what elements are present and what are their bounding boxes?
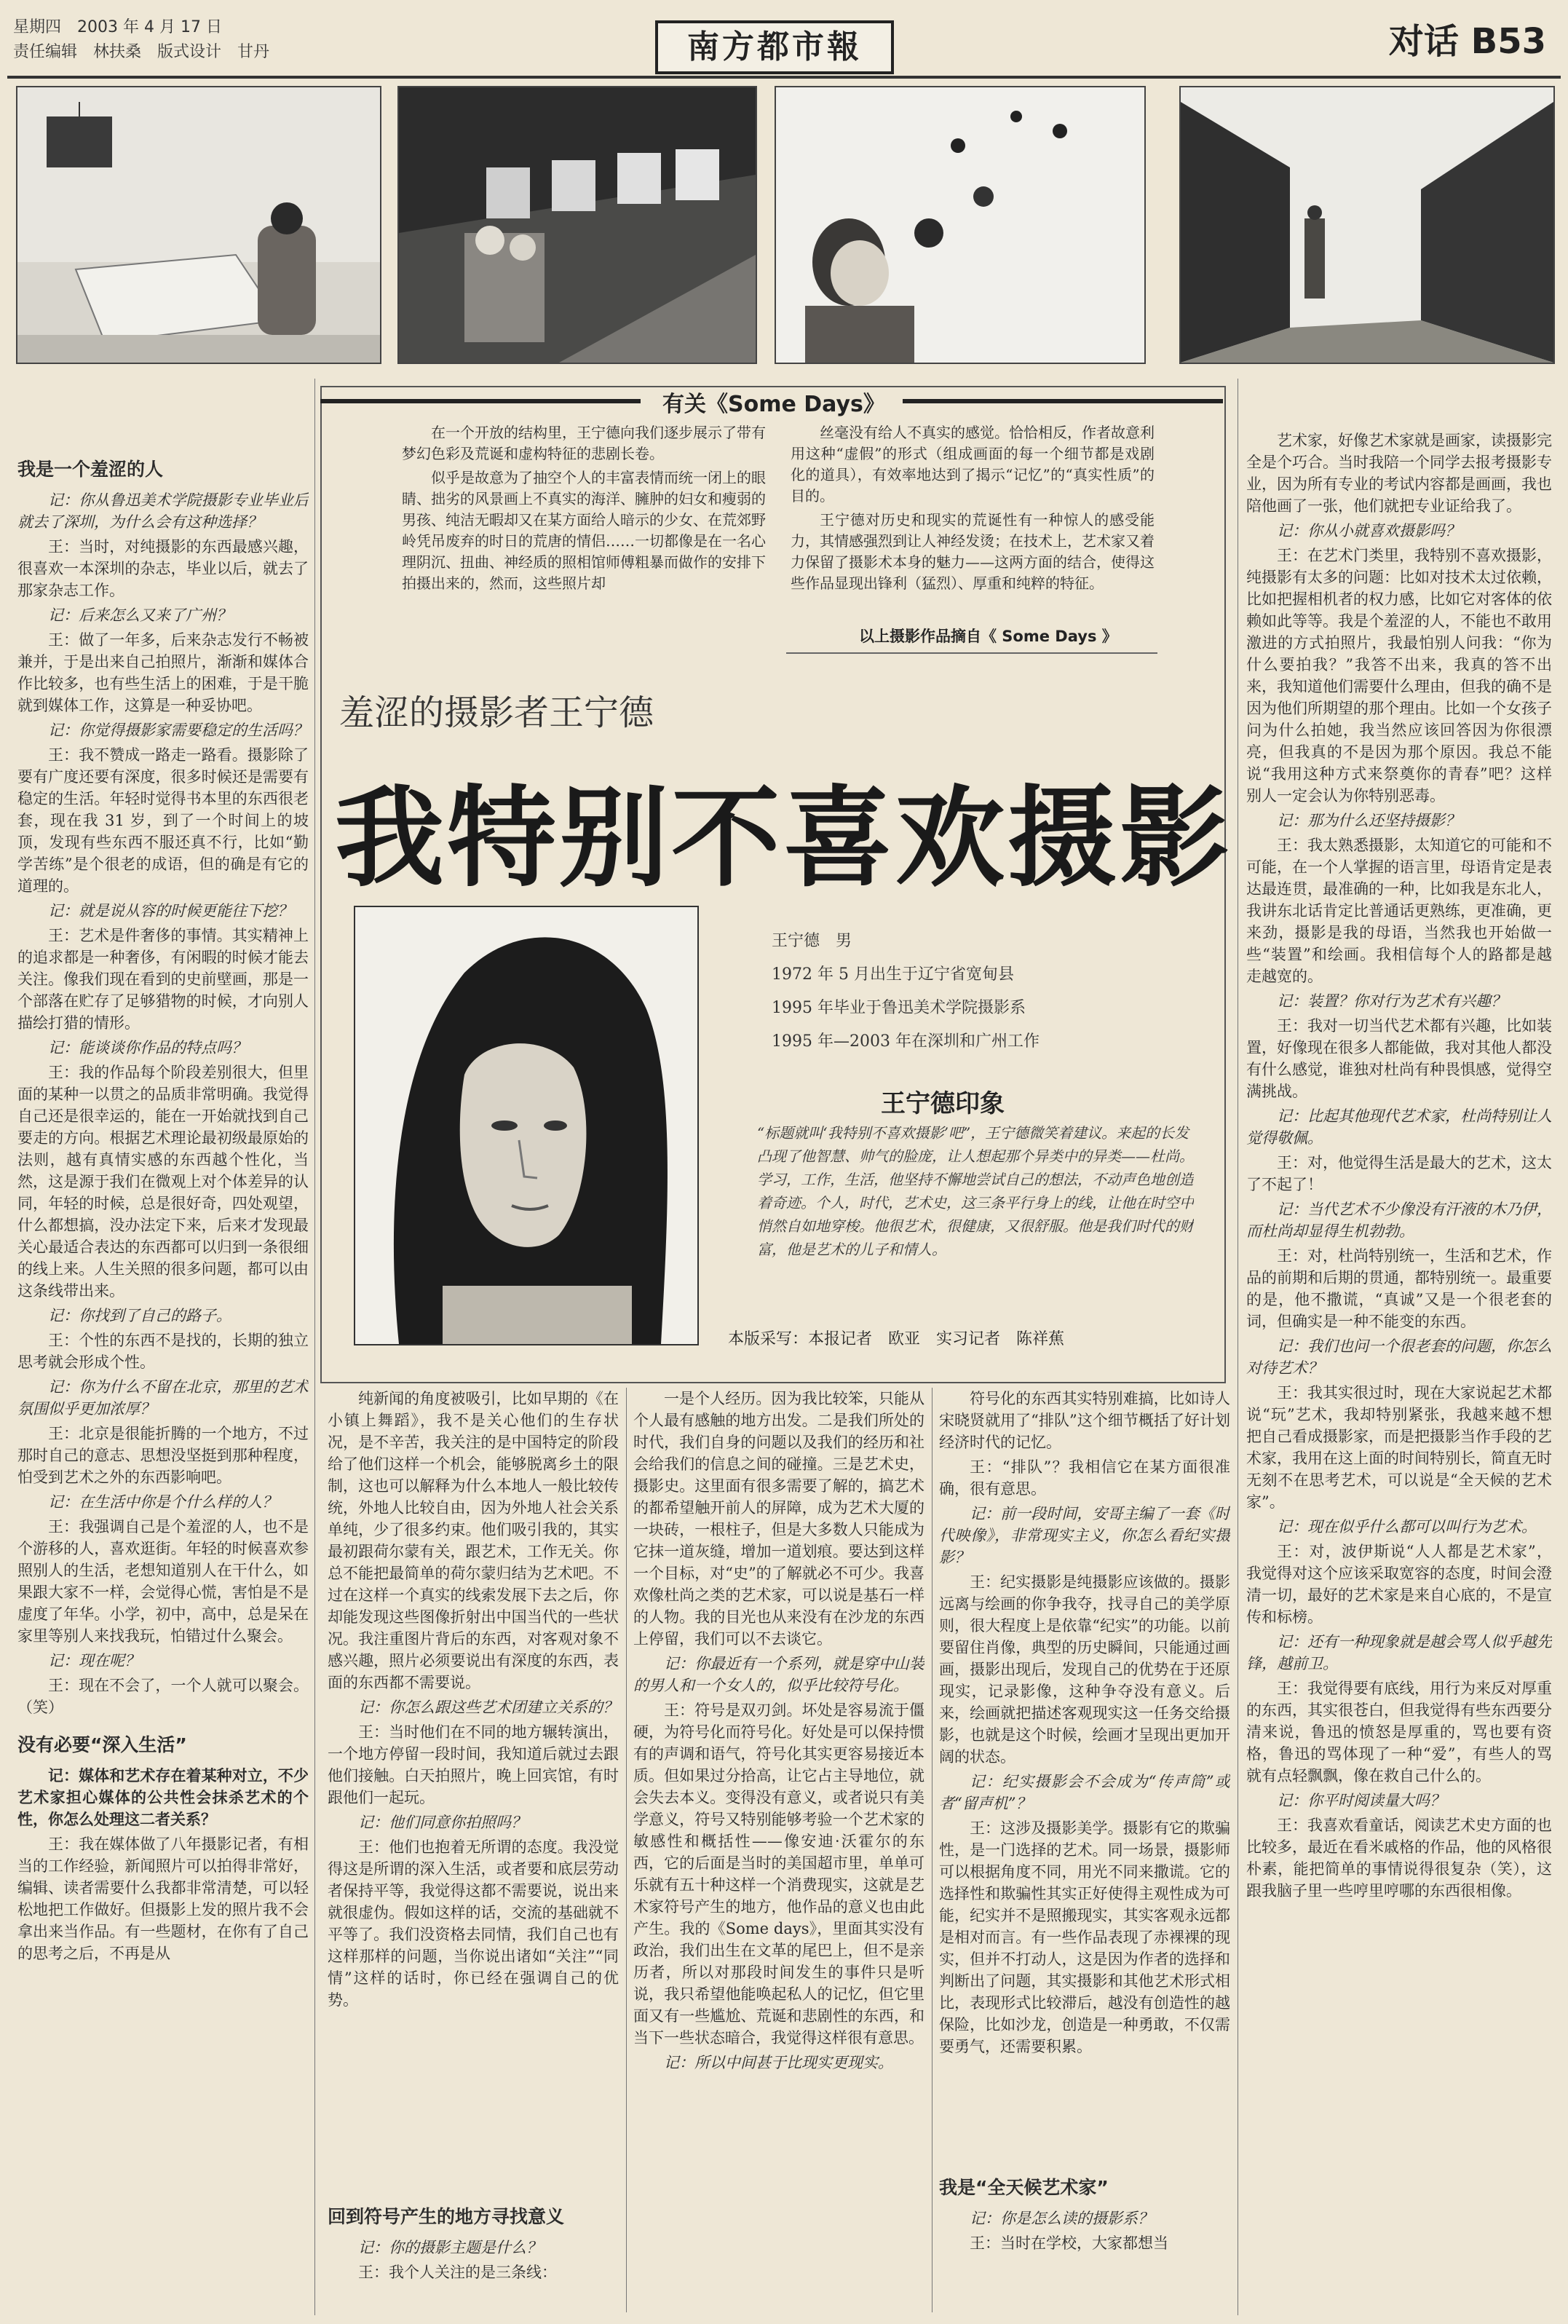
article-paragraph: 符号化的东西其实特别难搞，比如诗人宋晓贤就用了“排队”这个细节概括了好计划经济时代的记忆。: [939, 1390, 1230, 1451]
photo-train-couple: [397, 86, 757, 364]
article-paragraph: 王：我强调自己是个羞涩的人，也不是个游移的人，喜欢逛街。年轻的时候喜欢参照别人的生活，老想知道别人在干什么，如果跟大家不一样，会觉得心慌，害怕是不是虚度了年华。小学，初中，高中，总是呆在家里等别人来找我玩，怕错过什么聚会。: [17, 1518, 309, 1645]
article-paragraph: 王：北京是很能折腾的一个地方，不过那时自己的意志、思想没坚挺到那种程度，怕受到艺术之外的东西影响吧。: [17, 1425, 309, 1486]
article-paragraph: 王：对，波伊斯说“人人都是艺术家”，我觉得对这个应该采取宽容的态度，时间会澄清一切，最好的艺术家是来自心底的，不是宣传和标榜。: [1246, 1543, 1552, 1626]
article-paragraph: 记：还有一种现象就是越会骂人似乎越先锋，越前卫。: [1246, 1633, 1552, 1672]
article-paragraph: 王：纪实摄影是纯摄影应该做的。摄影远离与绘画的你争我夺，找寻自己的美学原则，很大程度上是依靠“纪实”的功能。以前要留住肖像，典型的历史瞬间，只能通过画画，摄影出现后，发现自己的优势在于还原现实，记录影像，这种争夺没有意义。后来，绘画就把描述客观现实这一任务交给摄影，也就是这个时候，绘画才呈现出更加开阔的状态。: [939, 1573, 1230, 1766]
theme-question: 记：你的摄影主题是什么？: [358, 2239, 542, 2256]
article-paragraph: 记：你平时阅读量大吗？: [1277, 1792, 1445, 1809]
article-paragraph: 艺术家，好像艺术家就是画家，读摄影完全是个巧合。当时我陪一个同学去报考摄影专业，因为所有专业的考试内容都是画画，我也陪他画了一张，他们就把专业证给我了。: [1246, 432, 1552, 515]
bio-name: 王宁德 男: [772, 932, 852, 950]
article-paragraph: 记：能谈谈你作品的特点吗？: [48, 1039, 247, 1056]
section-heading-allweather: 我是“全天候艺术家”: [939, 2177, 1109, 2198]
bio-block: [772, 925, 1040, 1059]
photo-boy-shouting: [775, 86, 1146, 364]
column-divider: [626, 1388, 627, 2312]
article-paragraph: 王：我喜欢看童话，阅读艺术史方面的也比较多，最近在看米戚格的作品，他的风格很朴素，能把简单的事情说得很复杂（笑），这跟我脑子里一些哼里哼哪的东西很相像。: [1246, 1817, 1552, 1900]
photo-source-caption: 以上摄影作品摘自《 Some Days 》: [859, 628, 1117, 645]
impression-text: “标题就叫‘我特别不喜欢摄影’吧”，王宁德微笑着建议。来起的长发凸现了他智慧、帅气的脸庞，让人想起那个异类中的异类——杜尚。学习，工作，生活，他坚持不懈地尝试自己的想法，不动声色地创造着奇迹。个人，时代，艺术史，这三条平行身上的线，让他在时空中悄然自如地穿梭。他很艺术，很健康，又很舒服。他是我们时代的财富，他是艺术的儿子和情人。: [757, 1124, 1194, 1258]
bio-work: 1995 年—2003 年在深圳和广州工作: [772, 1032, 1040, 1051]
section-heading-life: 没有必要“深入生活”: [17, 1734, 187, 1755]
section-heading-shy: 我是一个羞涩的人: [17, 459, 164, 480]
study-question: 记：你是怎么读的摄影系？: [970, 2210, 1153, 2227]
photo-boy-on-bed: [16, 86, 381, 364]
issue-date: 星期四 2003 年 4 月 17 日: [13, 18, 222, 36]
article-paragraph: 记：现在呢？: [48, 1652, 140, 1669]
caption-rule: [786, 652, 1157, 654]
middle-column-2: [633, 1388, 924, 2312]
article-paragraph: 一是个人经历。因为我比较笨，只能从个人最有感触的地方出发。二是我们所处的时代，我们自身的问题以及我们的经历和社会给我们的信息之间的碰撞。三是艺术史，摄影史。这里面有很多需要了解的，搞艺术的都希望触开前人的屏障，成为艺术大厦的一块砖，一根柱子，但是大多数人只能成为它抹一道灰缝，增加一道划痕。要达到这样一个目标，对“史”的了解就必不可少。我喜欢像杜尚之类的艺术家，可以说是基石一样的人物。我的目光也从来没有在沙龙的东西上停留，我们可以不去谈它。: [633, 1390, 924, 1648]
article-paragraph: 王：他们也抱着无所谓的态度。我没觉得这是所谓的深入生活，或者要和底层劳动者保持平等，我觉得这都不需要说，说出来就很虚伪。假如这样的话，交流的基础就不平等了。我们没资格去同情，我们自己也有这样那样的问题，当你说出诸如“关注”“同情”这样的话时，你已经在强调自己的优势。: [328, 1838, 619, 2009]
article-paragraph: 王：我太熟悉摄影，太知道它的可能和不可能，在一个人掌握的语言里，母语肯定是表达最连贯，最准确的一种，比如我是东北人，我讲东北话肯定比普通话更熟练，更准确，更来劲，摄影是我的母语，当然我也开始做一些“装置”和绘画。我相信每个人的路都是越走越宽的。: [1246, 837, 1552, 985]
article-paragraph: 记：你觉得摄影家需要稳定的生活吗？: [48, 722, 308, 739]
article-paragraph: 王：个性的东西不是找的，长期的独立思考就会形成个性。: [17, 1332, 309, 1371]
article-paragraph: 记：比起其他现代艺术家，杜尚特别让人觉得敬佩。: [1246, 1107, 1552, 1147]
article-paragraph: 王：我觉得要有底线，用行为来反对厚重的东西，其实很苍白，但我觉得有些东西要分清来说，鲁迅的愤怒是厚重的，骂也要有资格，鲁迅的骂体现了一种“爱”，有些人的骂就有点轻飘飘，像在救自己什么的。: [1246, 1680, 1552, 1784]
middle-column-3: [939, 1388, 1230, 2167]
middle-column-3-footer: [939, 2177, 1230, 2315]
article-paragraph: 记：当代艺术不少像没有汗液的木乃伊，而杜尚却显得生机勃勃。: [1246, 1201, 1552, 1240]
bio-birth: 1972 年 5 月出生于辽宁省宽甸县: [772, 965, 1014, 984]
article-paragraph: 王：做了一年多，后来杂志发行不畅被兼并，于是出来自己拍照片，渐渐和媒体合作比较多，也有些生活上的困难，于是干脆就到媒体工作，这算是一种妥协吧。: [17, 631, 309, 714]
right-column-paragraphs: [1246, 430, 1552, 1902]
article-paragraph: 王：现在不会了，一个人就可以聚会。（笑）: [17, 1677, 309, 1716]
subtitle: 羞涩的摄影者王宁德: [339, 692, 654, 733]
impression-title: 王宁德印象: [881, 1089, 1005, 1118]
somedays-column-1: [402, 422, 766, 641]
media-answer: 王：我在媒体做了八年摄影记者，有相当的工作经验，新闻照片可以拍得非常好，编辑、读者需要什么我都非常清楚，可以轻松地把工作做好。但摄影上发的照片我不会拿出来当作品。有一些题材，在你有了自己的思考之后，不再是从: [17, 1835, 309, 1962]
heading-bar-left: [320, 399, 641, 403]
article-paragraph: 记：装置？你对行为艺术有兴趣？: [1277, 992, 1506, 1010]
section-heading-symbols: 回到符号产生的地方寻找意义: [328, 2206, 565, 2227]
somedays-text-2: 似乎是故意为了抽空个人的丰富表情而统一闭上的眼睛、拙劣的风景画上不真实的海洋、臃肿的妇女和瘦弱的男孩、纯洁无暇却又在某方面给人暗示的少女、在荒郊野岭凭吊废弃的时日的荒唐的情侣……一切都像是在一名心理阴沉、扭曲、神经质的照相馆师傅粗暴而做作的安排下拍摄出来的，然而，这些照片却: [402, 469, 766, 592]
article-paragraph: 记：你怎么跟这些艺术团建立关系的？: [358, 1699, 618, 1716]
article-paragraph: 记：现在似乎什么都可以叫行为艺术。: [1277, 1518, 1537, 1536]
article-paragraph: 王：对，杜尚特别统一，生活和艺术，作品的前期和后期的贯通，都特别统一。最重要的是，他不撒谎，“真诚”又是一个很老套的词，但确实是一种不能变的东西。: [1246, 1247, 1552, 1330]
masthead: [0, 0, 1568, 73]
section-label: 对话 B53: [1388, 21, 1546, 62]
article-paragraph: 王：在艺术门类里，我特别不喜欢摄影，纯摄影有太多的问题：比如对技术太过依赖，比如把握相机者的权力感，比如它对客体的依赖如此等等。我是个羞涩的人，不能也不敢用激进的方式拍照片，我最怕别人问我：“你为什么要拍我？”我答不出来，我真的答不出来，我知道他们需要什么理由，但我的确不是因为他们所期望的那个理由。比如一个女孩子问为什么拍她，我当然应该回答因为你很漂亮，但我真的不是因为那个原因。我总不能说“我用这种方式来祭奠你的青春”吧？这样别人一定会认为你特别恶毒。: [1246, 547, 1552, 805]
article-paragraph: 王：当时，对纯摄影的东西最感兴趣，很喜欢一本深圳的杂志，毕业以后，就去了那家杂志工作。: [17, 538, 309, 599]
middle-column-2-paragraphs: [633, 1388, 924, 2074]
somedays-heading: [320, 386, 1223, 415]
somedays-text-4: 王宁德对历史和现实的荒诞性有一种惊人的感受能力，其情感强烈到让人神经发烫；在技术上，艺术家又着力保留了摄影术本身的魅力——这两方面的结合，使得这些作品显现出锋利（猛烈）、厚重和纯粹的特征。: [791, 511, 1155, 592]
article-paragraph: 王：我不赞成一路走一路看。摄影除了要有广度还要有深度，很多时候还是需要有稳定的生活。年轻时觉得书本里的东西很老套，现在我 31 岁，到了一个时间上的坡顶，发现有些东西不服还真不行，比如“勤学苦练”是个很老的成语，但的确是有它的道理的。: [17, 746, 309, 895]
article-paragraph: 记：我们也问一个很老套的问题，你怎么对待艺术？: [1246, 1337, 1552, 1377]
somedays-text-3: 丝毫没有给人不真实的感觉。恰恰相反，作者故意利用这种“虚假”的形式（组成画面的每一个细节都是戏剧化的道具），有效率地达到了揭示“记忆”的“真实性质”的目的。: [791, 424, 1155, 505]
article-paragraph: 记：那为什么还坚持摄影？: [1277, 812, 1460, 829]
somedays-column-2: [791, 422, 1155, 612]
article-paragraph: 王：艺术是件奢侈的事情。其实精神上的追求都是一种奢侈，有闲暇的时候才能去关注。像我们现在看到的史前壁画，那是一个部落在贮存了足够猎物的时候，才向别人描绘打猎的情形。: [17, 927, 309, 1032]
somedays-title: 有关《Some Days》: [662, 392, 885, 417]
byline-credit: 本版采写：本报记者 欧亚 实习记者 陈祥蕉: [728, 1330, 1065, 1348]
article-paragraph: 王：我其实很过时，现在大家说起艺术都说“玩”艺术，我却特别紧张，我越来越不想把自己看成摄影家，而是把摄影当作手段的艺术家，我用在这上面的时间特别长，简直无时无刻不在思考艺术，可以说是“全天候的艺术家”。: [1246, 1384, 1552, 1511]
editor-credit: 责任编辑 林扶桑 版式设计 甘丹: [13, 43, 270, 61]
article-paragraph: 记：你找到了自己的路子。: [48, 1307, 231, 1324]
article-paragraph: 王：符号是双刃剑。坏处是容易流于僵硬，为符号化而符号化。好处是可以保持惯有的声调和语气，符号化其实更容易接近本质。但如果过分拾高，让它占主导地位，就会失去本义。变得没有意义，或者说只有美学意义，符号又特别能够考验一个艺术家的敏感性和概括性——像安迪·沃霍尔的东西，它的后面是当时的美国超市里，单单可乐就有五十种这样一个消费现实，这就是艺术家符号产生的地方，他作品的意义也由此产生。我的《Some days》，里面其实没有政治，我们出生在文革的尾巴上，但不是亲历者，所以对那段时间发生的事件只是听说，我只希望他能唤起私人的记忆，但它里面又有一些尴尬、荒诞和悲剧性的东西，和当下一些状态暗合，我觉得这样很有意思。: [633, 1702, 924, 2047]
left-column: [17, 451, 309, 2315]
media-question: 记：媒体和艺术存在着某种对立，不少艺术家担心媒体的公共性会抹杀艺术的个性，你怎么处理这二者关系？: [17, 1766, 309, 1828]
article-paragraph: 记：前一段时间，安哥主编了一套《时代映像》，非常现实主义，你怎么看纪实摄影？: [939, 1505, 1230, 1566]
middle-column-1-footer: [328, 2206, 619, 2315]
article-paragraph: 王：这涉及摄影美学。摄影有它的欺骗性，是一门选择的艺术。同一场景，摄影师可以根据角度不同，用光不同来撒谎。它的选择性和欺骗性其实正好使得主观性成为可能，纪实并不是照搬现实，其实客观永远都是相对而言。有一些作品表现了赤裸裸的现实，但并不打动人，这是因为作者的选择和判断出了问题，其实摄影和其他艺术形式相比，表现形式比较滞后，越没有创造性的越保险，比如沙龙，创造是一种勇敢，不仅需要勇气，还需要积累。: [939, 1819, 1230, 2055]
headline: 我特别不喜欢摄影: [335, 774, 1232, 902]
column-divider: [314, 379, 315, 2315]
newspaper-logo: 南方都市報: [655, 20, 894, 74]
article-paragraph: 王：当时他们在不同的地方辗转演出，一个地方停留一段时间，我知道后就过去跟他们接触。白天拍照片，晚上回宾馆，有时跟他们一起玩。: [328, 1723, 619, 1806]
somedays-text-1: 在一个开放的结构里，王宁德向我们逐步展示了带有梦幻色彩及荒诞和虚构特征的悲剧长卷。: [402, 424, 766, 462]
article-paragraph: 记：你从小就喜欢摄影吗？: [1277, 522, 1460, 540]
article-paragraph: 纯新闻的角度被吸引，比如早期的《在小镇上舞蹈》，我不是关心他们的生存状况，是不辛苦，我关注的是中国特定的阶段给了他们这样一个机会，能够脱离乡土的限制，这也可以解释为什么本地人一般比较传统，外地人比较自由，因为外地人社会关系单纯，少了很多约束。他们吸引我的，其实最初跟荷尔蒙有关，跟艺术，工作无关。你总不能把最简单的荷尔蒙归结为艺术吧。不过在这样一个真实的线索发展下去之后，你却能发现这些图像折射出中国当代的一些状况。我注重图片背后的东西，对客观对象不感兴趣，照片必须要说出有深度的东西，表面的东西都不需要说。: [328, 1390, 619, 1691]
bio-education: 1995 年毕业于鲁迅美术学院摄影系: [772, 999, 1026, 1017]
middle-column-1-paragraphs: [328, 1388, 619, 2011]
right-column: [1246, 430, 1552, 2315]
article-paragraph: 王：“排队”？我相信它在某方面很准确，很有意思。: [939, 1458, 1230, 1498]
masthead-rule: [7, 76, 1561, 79]
article-paragraph: 记：后来怎么又来了广州？: [48, 606, 231, 624]
article-paragraph: 王：我的作品每个阶段差别很大，但里面的某种一以贯之的品质非常明确。我觉得自己还是很幸运的，能在一开始就找到自己要走的方向。根据艺术理论最初级最原始的法则，越有真情实感的东西越个性化，当然，这是源于我们在微观上对个体差异的认同，年轻的时候，总是很好奇，四处观望，什么都想搞，没办法定下来，后来才发现最关心最适合表达的东西都可以归到一条很细的线上来。人生关照的很多问题，都可以由这条线带出来。: [17, 1064, 309, 1300]
article-paragraph: 记：所以中间甚于比现实更现实。: [664, 2054, 893, 2071]
photo-train-tracks: [1179, 86, 1555, 364]
column-divider: [932, 1388, 933, 2312]
article-paragraph: 记：就是说从容的时候更能往下挖？: [48, 902, 293, 920]
article-paragraph: 记：你最近有一个系列，就是穿中山装的男人和一个女人的，似乎比较符号化。: [633, 1655, 924, 1694]
article-paragraph: 记：纪实摄影会不会成为“传声筒”或者“留声机”？: [939, 1773, 1230, 1812]
left-column-paragraphs: [17, 489, 309, 1718]
heading-bar-right: [903, 399, 1223, 403]
article-paragraph: 王：我对一切当代艺术都有兴趣，比如装置，好像现在很多人都能做，我对其他人都没有什么感觉，谁独对杜尚有种畏惧感，觉得空满挑战。: [1246, 1017, 1552, 1100]
middle-column-1: [328, 1388, 619, 2196]
article-paragraph: 记：他们同意你拍照吗？: [358, 1814, 526, 1831]
article-paragraph: 王：对，他觉得生活是最大的艺术，这太了不起了！: [1246, 1154, 1552, 1193]
middle-column-3-paragraphs: [939, 1388, 1230, 2058]
theme-answer: 王：我个人关注的是三条线：: [358, 2264, 557, 2281]
article-paragraph: 记：你从鲁迅美术学院摄影专业毕业后就去了深圳，为什么会有这种选择？: [17, 491, 309, 531]
article-paragraph: 记：在生活中你是个什么样的人？: [48, 1493, 277, 1511]
portrait-photo: [354, 906, 699, 1345]
study-answer: 王：当时在学校，大家都想当: [970, 2234, 1168, 2252]
article-paragraph: 记：你为什么不留在北京，那里的艺术氛围似乎更加浓厚？: [17, 1378, 309, 1418]
